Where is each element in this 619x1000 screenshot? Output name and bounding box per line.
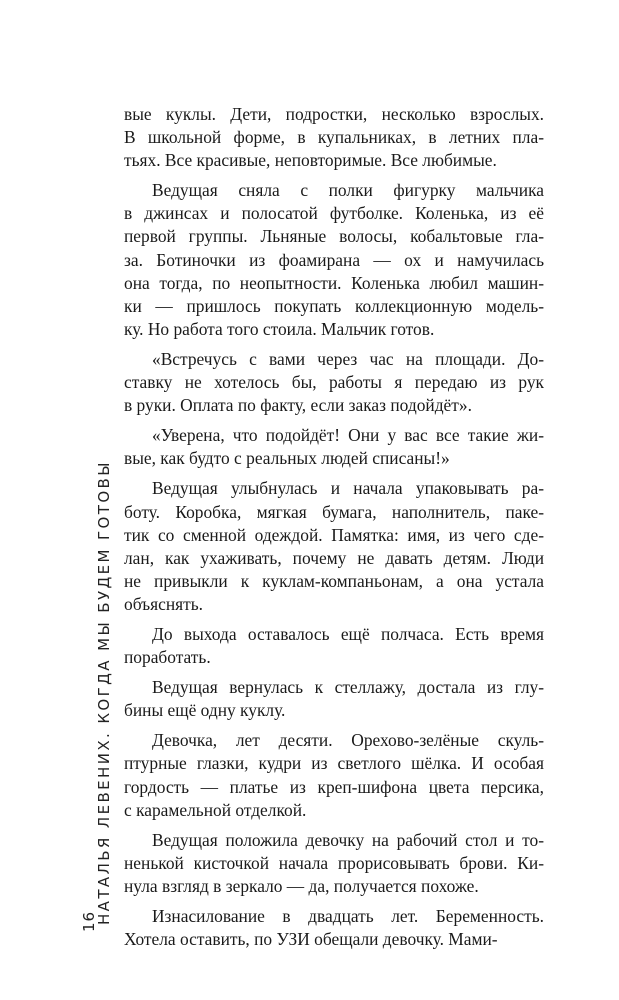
paragraph: [124, 179, 544, 341]
text-line: поработать.: [124, 647, 211, 668]
text-line: за. Ботиночки из фоамирана — ох и намучилась: [124, 249, 544, 270]
paragraph-gap: [124, 417, 544, 424]
text-line: объяснять.: [124, 593, 204, 614]
text-line: Ведущая сняла с полки фигурку мальчика: [152, 180, 544, 201]
paragraph-gap: [124, 898, 544, 905]
body-text: [124, 103, 544, 951]
running-head-title: НАТАЛЬЯ ЛЕВЕНИХ. КОГДА МЫ БУДЕМ ГОТОВЫ: [95, 460, 113, 925]
text-line: нула взгляд в зеркало — да, получается похоже.: [124, 875, 479, 896]
paragraph: [124, 424, 544, 470]
paragraph: [124, 829, 544, 898]
paragraph: [124, 676, 544, 722]
paragraph: [124, 103, 544, 172]
paragraph-gap: [124, 172, 544, 179]
text-line: тьях. Все красивые, неповторимые. Все любимые.: [124, 150, 497, 171]
text-line: в руки. Оплата по факту, если заказ подойдёт».: [124, 395, 472, 416]
paragraph-gap: [124, 341, 544, 348]
text-line: Девочка, лет десяти. Орехово-зелёные скуль-: [152, 730, 544, 751]
text-line: ку. Но работа того стоила. Мальчик готов.: [124, 318, 435, 339]
text-line: В школьной форме, в купальниках, в летних пла-: [124, 127, 544, 148]
text-line: птурные глазки, кудри из светлого шёлка. И особая: [124, 753, 544, 774]
paragraph: [124, 729, 544, 821]
text-line: ки — пришлось покупать коллекционную модель-: [124, 295, 544, 316]
paragraph-gap: [124, 616, 544, 623]
text-line: вые, как будто с реальных людей списаны!»: [124, 448, 450, 469]
text-line: «Встречусь с вами через час на площади. До-: [152, 348, 544, 369]
text-line: До выхода оставалось ещё полчаса. Есть время: [152, 623, 544, 644]
paragraph: [124, 623, 544, 669]
text-line: с карамельной отделкой.: [124, 799, 307, 820]
paragraph: [124, 348, 544, 417]
text-line: Ведущая улыбнулась и начала упаковывать ра-: [152, 478, 544, 499]
text-line: Ведущая вернулась к стеллажу, достала из глу-: [152, 677, 544, 698]
paragraph-gap: [124, 669, 544, 676]
text-line: ставку не хотелось бы, работы я передаю из рук: [124, 372, 544, 393]
text-line: гордость — платье из креп-шифона цвета персика,: [124, 776, 544, 797]
text-line: не привыкли к куклам-компаньонам, а она устала: [124, 570, 544, 591]
paragraph-gap: [124, 722, 544, 729]
text-line: ненькой кисточкой начала прорисовывать брови. Ки-: [124, 852, 544, 873]
text-line: тик со сменной одеждой. Памятка: имя, из чего сде-: [124, 524, 544, 545]
paragraph-gap: [124, 470, 544, 477]
text-line: в джинсах и полосатой футболке. Коленька, из её: [124, 203, 544, 224]
text-line: Ведущая положила девочку на рабочий стол и то-: [152, 829, 544, 850]
text-line: первой группы. Льняные волосы, кобальтовые гла-: [124, 226, 544, 247]
paragraph-gap: [124, 822, 544, 829]
paragraph: [124, 477, 544, 616]
text-line: боту. Коробка, мягкая бумага, наполнитель, паке-: [124, 501, 544, 522]
text-line: бины ещё одну куклу.: [124, 700, 286, 721]
text-line: она тогда, по неопытности. Коленька любил машин-: [124, 272, 544, 293]
page-number: 16: [80, 910, 98, 932]
text-line: Изнасилование в двадцать лет. Беременность.: [152, 906, 544, 926]
text-line: вые куклы. Дети, подростки, несколько взрослых.: [124, 104, 544, 124]
text-line: Хотела оставить, по УЗИ обещали девочку. Мами-: [124, 929, 498, 950]
paragraph: [124, 905, 544, 951]
text-line: «Уверена, что подойдёт! Они у вас все такие жи-: [152, 425, 544, 446]
text-line: лан, как ухаживать, почему не давать детям. Люди: [124, 547, 544, 568]
